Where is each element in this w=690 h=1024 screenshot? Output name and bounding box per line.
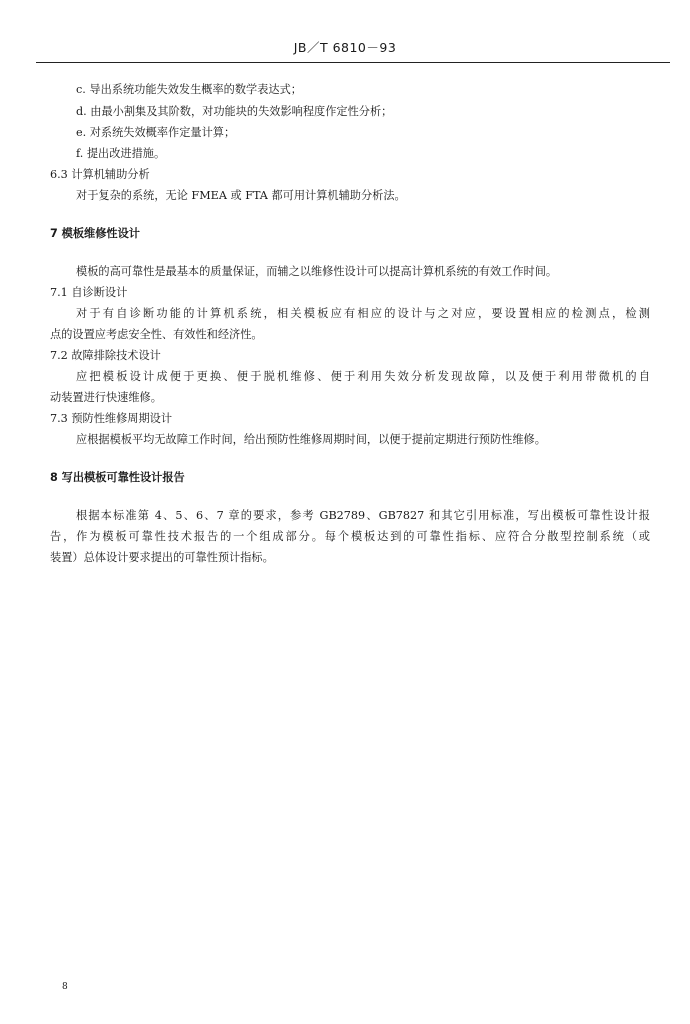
- section-8-line-2: 告，作为模板可靠性技术报告的一个组成部分。每个模板达到的可靠性指标、应符合分散型控制系统（或: [50, 530, 650, 543]
- document-code-header: JB／T 6810－93: [293, 40, 397, 55]
- section-7-1-line-2: 点的设置应考虑安全性、有效性和经济性。: [50, 328, 263, 341]
- section-8-line-1: 根据本标准第 4、5、6、7 章的要求，参考 GB2789、GB7827 和其它引用标准，写出模板可靠性设计报: [76, 509, 650, 522]
- section-7-3-body: 应根据模板平均无故障工作时间，给出预防性维修周期时间，以便于提前定期进行预防性维修。: [76, 433, 546, 446]
- list-item-e: e. 对系统失效概率作定量计算；: [76, 126, 236, 139]
- list-item-d: d. 由最小割集及其阶数，对功能块的失效影响程度作定性分析；: [76, 105, 393, 118]
- section-8-title: 8 写出模板可靠性设计报告: [50, 471, 185, 484]
- section-6-3-title: 6.3 计算机辅助分析: [50, 168, 150, 181]
- section-7-1-title: 7.1 自诊断设计: [50, 286, 128, 299]
- section-6-3-body: 对于复杂的系统，无论 FMEA 或 FTA 都可用计算机辅助分析法。: [76, 189, 406, 202]
- list-item-f: f. 提出改进措施。: [76, 147, 166, 160]
- section-8-line-3: 装置）总体设计要求提出的可靠性预计指标。: [50, 551, 274, 564]
- section-7-1-line-1: 对于有自诊断功能的计算机系统，相关模板应有相应的设计与之对应，要设置相应的检测点，检测: [76, 307, 650, 320]
- header-rule: [36, 62, 670, 63]
- section-7-2-line-1: 应把模板设计成便于更换、便于脱机维修、便于利用失效分析发现故障，以及便于利用带微机的自: [76, 370, 650, 383]
- section-7-2-line-2: 动装置进行快速维修。: [50, 391, 162, 404]
- section-7-title: 7 模板维修性设计: [50, 227, 140, 240]
- list-item-c: c. 导出系统功能失效发生概率的数学表达式；: [76, 83, 302, 96]
- section-7-2-title: 7.2 故障排除技术设计: [50, 349, 161, 362]
- section-7-intro: 模板的高可靠性是最基本的质量保证，而辅之以维修性设计可以提高计算机系统的有效工作时间。: [76, 265, 558, 278]
- page-mark: 8: [62, 982, 68, 992]
- section-7-3-title: 7.3 预防性维修周期设计: [50, 412, 173, 425]
